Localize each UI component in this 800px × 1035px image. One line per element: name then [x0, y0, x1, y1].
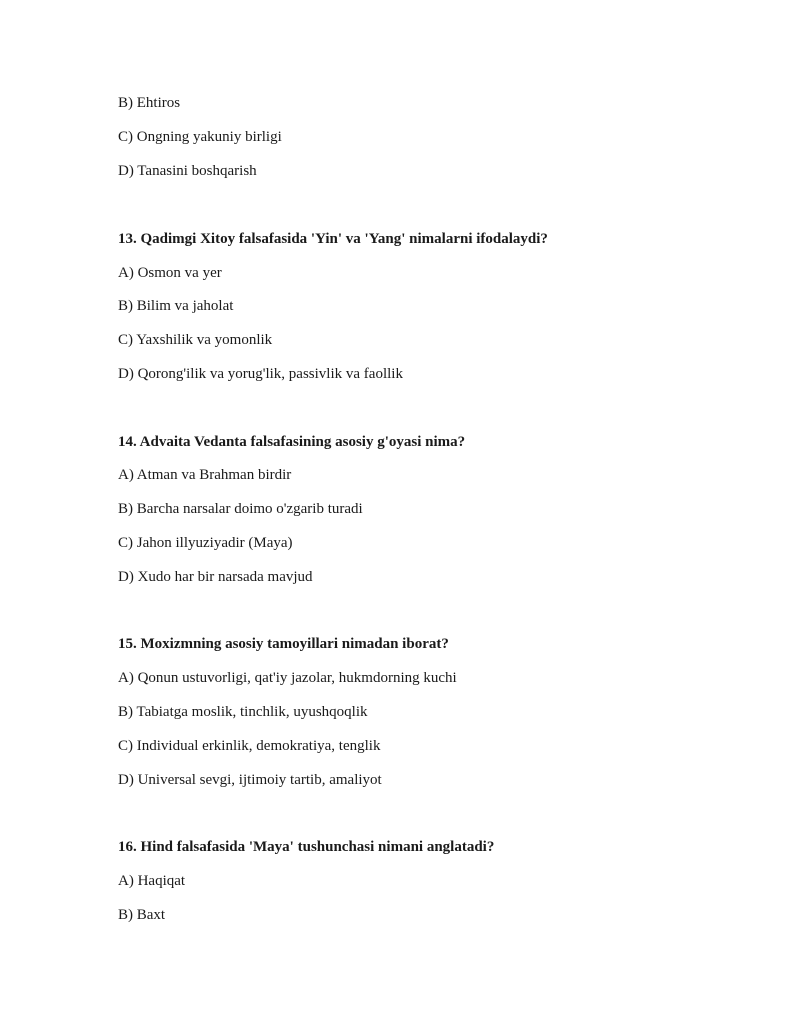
option-15-d: D) Universal sevgi, ijtimoiy tartib, amaliyot	[118, 772, 382, 788]
option-13-b: B) Bilim va jaholat	[118, 298, 234, 314]
question-16: 16. Hind falsafasida 'Maya' tushunchasi nimani anglatadi?	[118, 839, 495, 855]
option-12-b: B) Ehtiros	[118, 95, 181, 111]
option-15-a: A) Qonun ustuvorligi, qat'iy jazolar, hukmdorning kuchi	[118, 670, 457, 686]
option-14-b: B) Barcha narsalar doimo o'zgarib turadi	[118, 501, 363, 517]
option-14-d: D) Xudo har bir narsada mavjud	[118, 569, 313, 585]
option-12-d: D) Tanasini boshqarish	[118, 163, 257, 179]
option-13-a: A) Osmon va yer	[118, 265, 222, 281]
option-16-b: B) Baxt	[118, 907, 166, 923]
question-15: 15. Moxizmning asosiy tamoyillari nimadan iborat?	[118, 636, 449, 652]
option-16-a: A) Haqiqat	[118, 873, 186, 889]
option-14-c: C) Jahon illyuziyadir (Maya)	[118, 535, 293, 551]
option-13-d: D) Qorong'ilik va yorug'lik, passivlik va faollik	[118, 366, 403, 382]
option-14-a: A) Atman va Brahman birdir	[118, 467, 292, 483]
question-13: 13. Qadimgi Xitoy falsafasida 'Yin' va 'Yang' nimalarni ifodalaydi?	[118, 231, 548, 247]
question-14: 14. Advaita Vedanta falsafasining asosiy g'oyasi nima?	[118, 434, 466, 450]
option-12-c: C) Ongning yakuniy birligi	[118, 129, 282, 145]
option-15-c: C) Individual erkinlik, demokratiya, tenglik	[118, 738, 381, 754]
option-13-c: C) Yaxshilik va yomonlik	[118, 332, 273, 348]
option-15-b: B) Tabiatga moslik, tinchlik, uyushqoqlik	[118, 704, 368, 720]
